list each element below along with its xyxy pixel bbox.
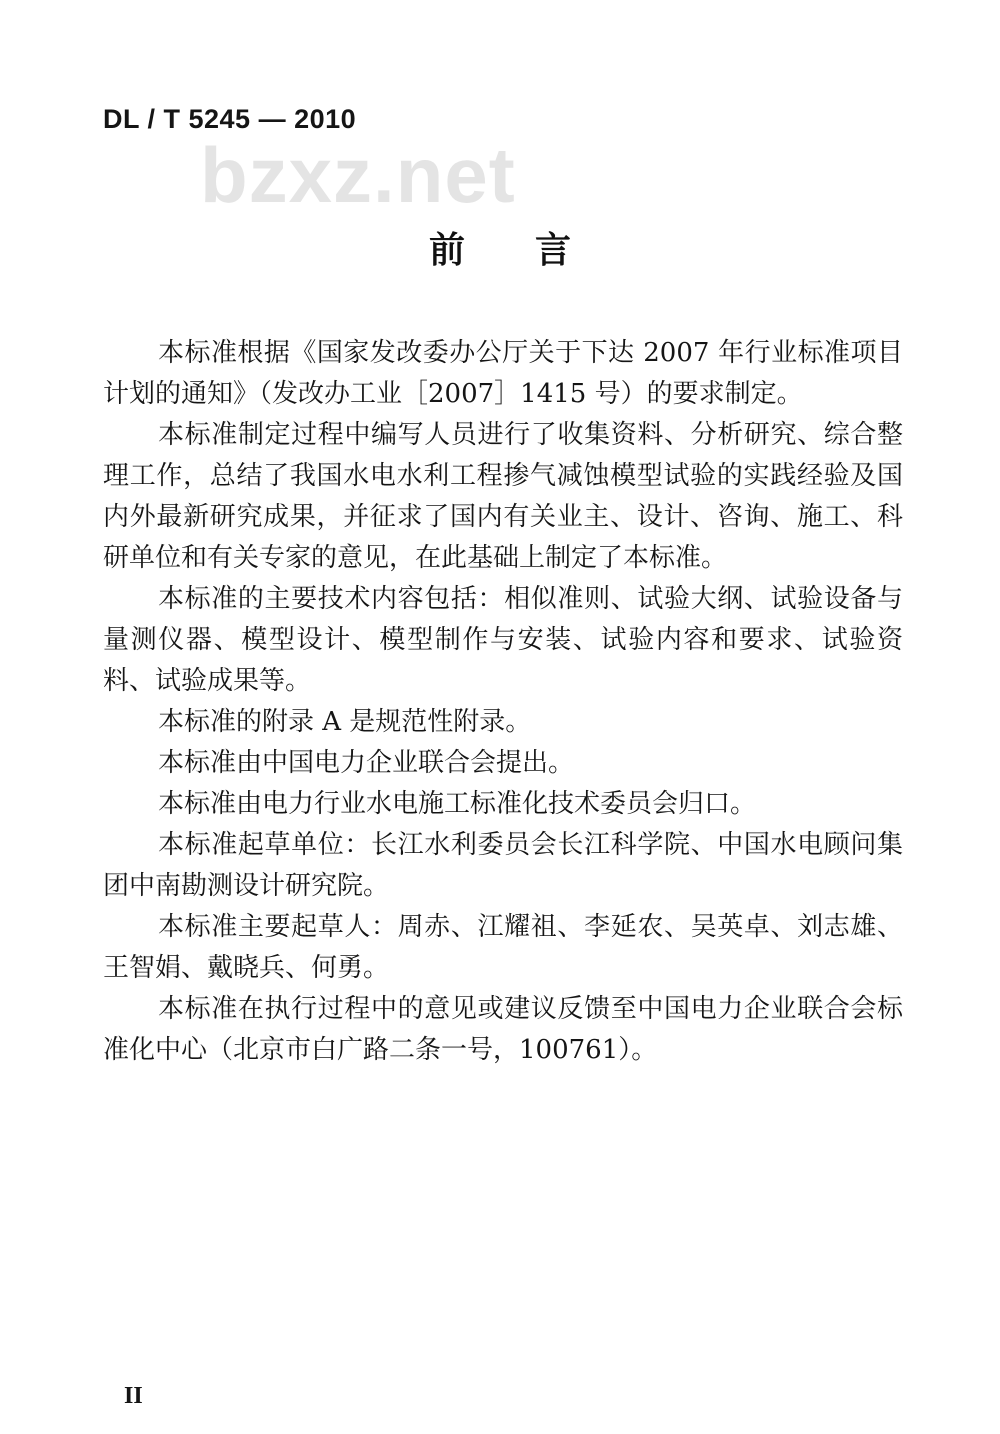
paragraph-process: 本标准制定过程中编写人员进行了收集资料、分析研究、综合整理工作，总结了我国水电水利工程掺气减蚀模型试验的实践经验及国内外最新研究成果，并征求了国内有关业主、设计、咨询、施工、科研单位和有关专家的意见，在此基础上制定了本标准。 [103, 420, 903, 573]
paragraph-contents: 本标准的主要技术内容包括：相似准则、试验大纲、试验设备与量测仪器、模型设计、模型制作与安装、试验内容和要求、试验资料、试验成果等。 [103, 584, 903, 696]
page-number: II [124, 1383, 143, 1409]
paragraph-committee: 本标准由电力行业水电施工标准化技术委员会归口。 [158, 789, 757, 819]
paragraph-drafters: 本标准主要起草人：周赤、江耀祖、李延农、吴英卓、刘志雄、王智娟、戴晓兵、何勇。 [103, 912, 903, 983]
paragraph-appendix: 本标准的附录 A 是规范性附录。 [158, 707, 532, 737]
paragraph-drafting-units: 本标准起草单位：长江水利委员会长江科学院、中国水电顾问集团中南勘测设计研究院。 [103, 830, 903, 901]
page-title: 前言 [428, 230, 641, 271]
foreword-body [103, 333, 903, 1071]
paragraph-basis: 本标准根据《国家发改委办公厅关于下达 2007 年行业标准项目计划的通知》（发改办工业［2007］1415 号）的要求制定。 [103, 338, 903, 409]
paragraph-proposer: 本标准由中国电力企业联合会提出。 [158, 748, 575, 778]
standard-code: DL / T 5245 — 2010 [103, 104, 357, 134]
paragraph-feedback: 本标准在执行过程中的意见或建议反馈至中国电力企业联合会标准化中心（北京市白广路二条一号，100761）。 [103, 994, 903, 1065]
watermark: bzxz.net [200, 131, 516, 219]
